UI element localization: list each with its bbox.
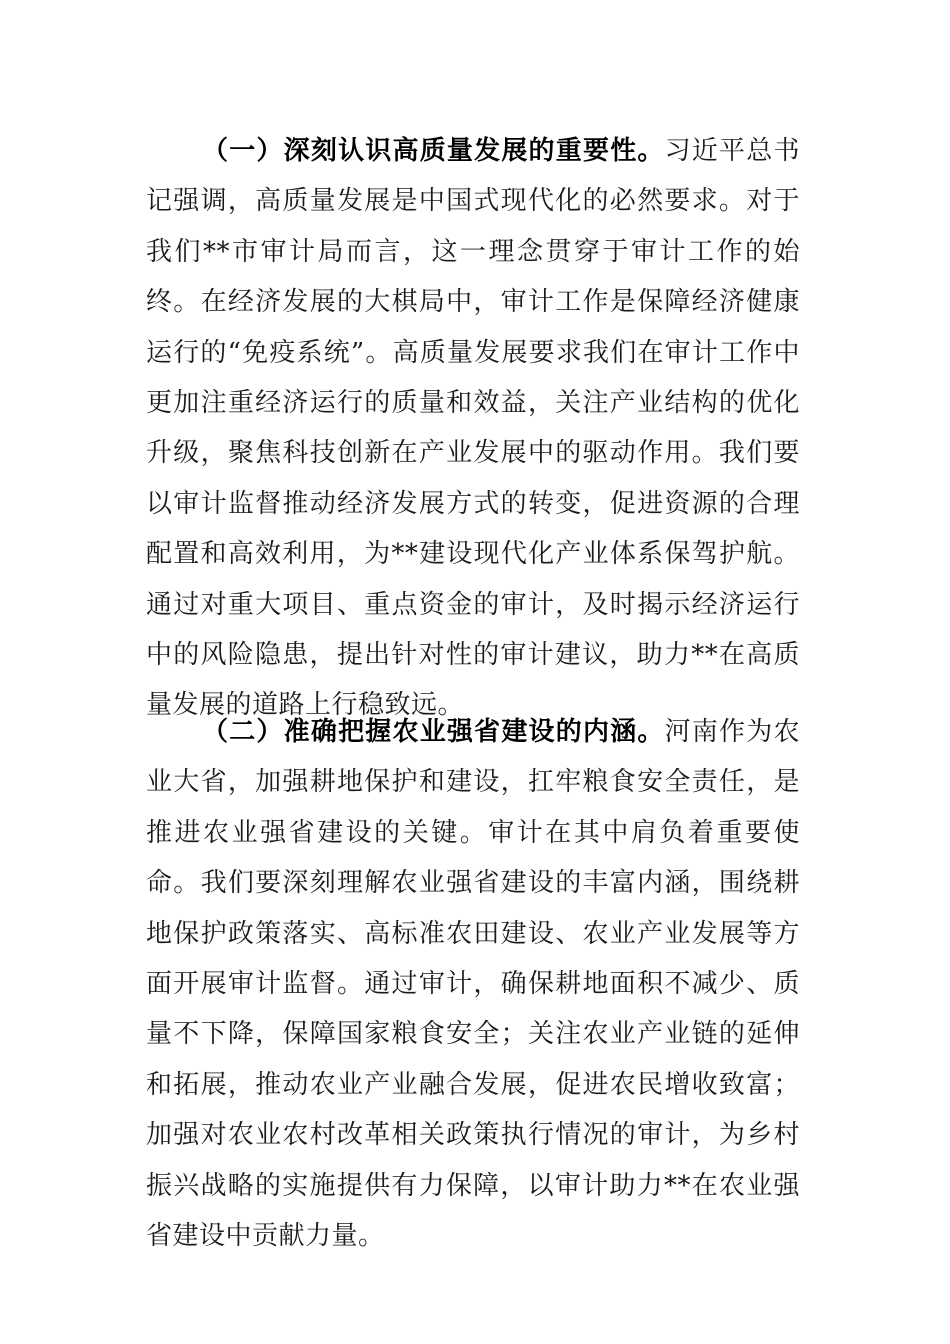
section-heading-1: （一）深刻认识高质量发展的重要性。 — [202, 136, 665, 166]
section-paragraph-1 — [146, 126, 800, 731]
section-paragraph-2 — [146, 707, 800, 1261]
section-body-1: 习近平总书记强调，高质量发展是中国式现代化的必然要求。对于我们**市审计局而言，这一理念贯穿于审计工作的始终。在经济发展的大棋局中，审计工作是保障经济健康运行的“免疫系统”。高质量发展要求我们在审计工作中更加注重经济运行的质量和效益，关注产业结构的优化升级，聚焦科技创新在产业发展中的驱动作用。我们要以审计监督推动经济发展方式的转变，促进资源的合理配置和高效利用，为**建设现代化产业体系保驾护航。通过对重大项目、重点资金的审计，及时揭示经济运行中的风险隐患，提出针对性的审计建议，助力**在高质量发展的道路上行稳致远。 — [146, 136, 800, 721]
section-body-2: 河南作为农业大省，加强耕地保护和建设，扛牢粮食安全责任，是推进农业强省建设的关键。审计在其中肩负着重要使命。我们要深刻理解农业强省建设的丰富内涵，围绕耕地保护政策落实、高标准农田建设、农业产业发展等方面开展审计监督。通过审计，确保耕地面积不减少、质量不下降，保障国家粮食安全；关注农业产业链的延伸和拓展，推动农业产业融合发展，促进农民增收致富；加强对农业农村改革相关政策执行情况的审计，为乡村振兴战略的实施提供有力保障，以审计助力**在农业强省建设中贡献力量。 — [146, 717, 800, 1252]
section-heading-2: （二）准确把握农业强省建设的内涵。 — [202, 717, 665, 747]
